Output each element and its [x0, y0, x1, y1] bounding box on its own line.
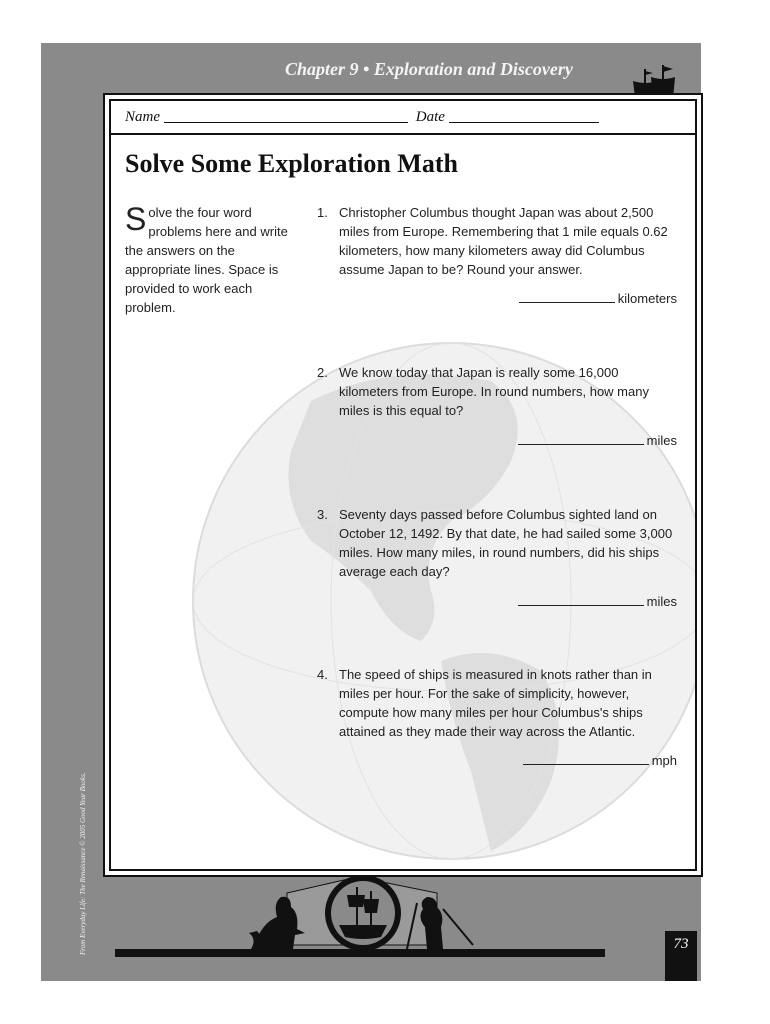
page-number: 73: [665, 931, 697, 981]
copyright-credit: From Everyday Life: The Renaissance © 2005 Good Year Books.: [79, 772, 87, 955]
answer-unit: miles: [646, 433, 677, 448]
answer-blank[interactable]: [523, 764, 649, 765]
worksheet-title: Solve Some Exploration Math: [125, 149, 458, 178]
question-text: Christopher Columbus thought Japan was about 2,500 miles from Europe. Remembering that 1 mile equals 0.62 kilometers, how many kilometers away did Columbus assume Japan to be? Round your answer.: [339, 205, 668, 277]
instructions: [125, 203, 289, 317]
explorers-and-ship-emblem-icon: [247, 873, 477, 953]
answer-unit: miles: [646, 594, 677, 609]
answer-unit: kilometers: [617, 291, 677, 306]
question-4: [317, 665, 677, 741]
answer-blank[interactable]: [519, 302, 615, 303]
answer-2: [518, 433, 677, 448]
worksheet-frame: [103, 93, 703, 877]
question-number: 4.: [317, 667, 328, 682]
instructions-dropcap: S: [125, 201, 147, 237]
answer-blank[interactable]: [518, 444, 644, 445]
name-date-line: [125, 109, 599, 126]
chapter-heading: Chapter 9 • Exploration and Discovery: [285, 59, 573, 79]
question-2: [317, 363, 677, 420]
question-number: 3.: [317, 507, 328, 522]
name-blank[interactable]: [164, 122, 408, 123]
instructions-text: olve the four word problems here and write the answers on the appropriate lines. Space is provided to work each problem.: [125, 205, 288, 315]
question-3: [317, 505, 677, 581]
question-1: [317, 203, 677, 279]
worksheet-inner-frame: [109, 99, 697, 871]
answer-blank[interactable]: [518, 605, 644, 606]
worksheet-page: [41, 43, 701, 981]
answer-4: [523, 753, 677, 768]
footer-bar: [115, 949, 605, 957]
question-text: Seventy days passed before Columbus sighted land on October 12, 1492. By that date, he had sailed some 3,000 miles. How many miles, in round numbers, did his ships average each day?: [339, 507, 673, 579]
question-text: We know today that Japan is really some 16,000 kilometers from Europe. In round numbers, how many miles is this equal to?: [339, 365, 649, 418]
header-divider: [111, 133, 695, 135]
answer-3: [518, 594, 677, 609]
question-number: 1.: [317, 205, 328, 220]
answer-1: [519, 291, 677, 306]
date-label: Date: [415, 109, 445, 125]
answer-unit: mph: [651, 753, 677, 768]
name-label: Name: [125, 109, 160, 125]
question-number: 2.: [317, 365, 328, 380]
date-blank[interactable]: [449, 122, 599, 123]
question-text: The speed of ships is measured in knots rather than in miles per hour. For the sake of simplicity, however, compute how many miles per hour Columbus's ships attained as they made their way across the Atlantic.: [339, 667, 652, 739]
